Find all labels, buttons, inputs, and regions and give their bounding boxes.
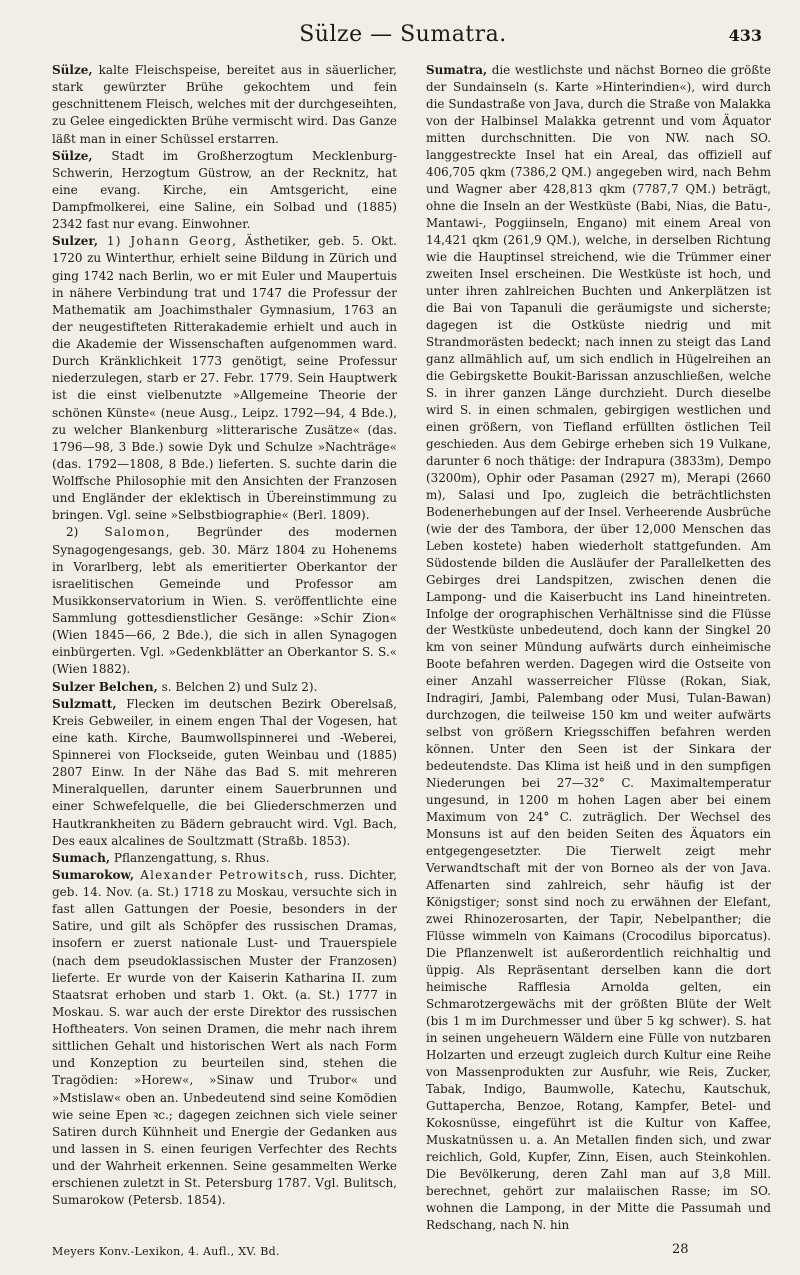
entry-text: kalte Fleischspeise, bereitet aus in säuerlicher, stark gewürzter Brühe gekochtem und fein geschnittenem Fleisch, welches mit der durchgeseihten, zu Gelee eingedickten Brühe vermischt wird. Das Ganze läßt man in einer Schüssel erstarren. [52, 63, 397, 146]
headword: Sumatra, [426, 63, 488, 77]
entry-sumarokow [52, 867, 397, 1210]
entry-text: Pflanzengattung, s. Rhus. [110, 850, 270, 865]
entry-text: die westlichste und nächst Borneo die größte der Sundainseln (s. Karte »Hinterindien«), wird durch die Sundastraße von Java, durch die Straße von Malakka von der Halbinsel Malakka getrennt und vom Äquator mitten durchschnitten. Die von NW. nach SO. langgestreckte Insel hat ein Areal, das offiziell auf 406,705 qkm (7386,2 QM.) angegeben wird, nach Behm und Wagner aber 428,813 qkm (7787,7 QM.) beträgt, ohne die Inseln an der Westküste (Babi, Nias, die Batu-, Mantawi-, Poggiinseln, Engano) mit einem Areal von 14,421 qkm (261,9 QM.), welche, in derselben Richtung wie die Hauptinsel streichend, wie die Trümmer einer zweiten Insel erscheinen. Die Westküste ist hoch, und unter ihren zahlreichen Buchten und Ankerplätzen ist die Bai von Tapanuli die geräumigste und sicherste; dagegen ist die Ostküste niedrig und mit Strandmorästen bedeckt; nach innen zu steigt das Land ganz allmählich auf, um sich endlich in Hügelreihen an die Gebirgskette Boukit-Barissan anzuschließen, welche S. in ihrer ganzen Länge durchzieht. Durch dieselbe wird S. in einen schmalen, gebirgigen westlichen und einen größern, von Tiefland erfüllten östlichen Teil geschieden. Aus dem Gebirge erheben sich 19 Vulkane, darunter 6 noch thätige: der Indrapura (3833m), Dempo (3200m), Ophir oder Pasaman (2927 m), Merapi (2660 m), Salasi und Ipo, zugleich die beträchtlichsten Bodenerhebungen auf der Insel. Verheerende Ausbrüche (wie der des Tambora, der über 12,000 Menschen das Leben kostete) haben wiederholt stattgefunden. Am Südostende bilden die Ausläufer der Parallelketten des Gebirges drei Landspitzen, zwischen denen die Lampong- und die Kaiserbucht ins Land hineintreten. Infolge der orographischen Verhältnisse sind die Flüsse der Westküste unbedeutend, doch kann der Singkel 20 km von seiner Mündung aufwärts durch einheimische Boote befahren werden. Dagegen wird die Ostseite von einer Anzahl wasserreicher Flüsse (Rokan, Siak, Indragiri, Jambi, Palembang oder Musi, Tulan-Bawan) durchzogen, die teilweise 150 km und weiter aufwärts selbst von größern Kriegsschiffen befahren werden können. Unter den Seen ist der Sinkara der bedeutendste. Das Klima ist heiß und in den sumpfigen Niederungen bei 27—32° C. Maximaltemperatur ungesund, in 1200 m hohen Lagen aber bei einem Maximum von 24° C. zuträglich. Der Wechsel des Monsuns ist auf den beiden Seiten des Äquators ein entgegengesetzter. Die Tierwelt zeigt mehr Verwandtschaft mit der von Borneo als der von Java. Affenarten sind zahlreich, sehr häufig ist der Königstiger; sonst sind noch zu erwähnen der Elefant, zwei Rhinozerosarten, der Tapir, Nebelpanther; die Flüsse wimmeln von Kaimans (Crocodilus biporcatus). Die Pflanzenwelt ist außerordentlich reichhaltig und üppig. Als Repräsentant derselben kann die dort heimische Rafflesia Arnolda gelten, ein Schmarotzergewächs mit der größten Blüte der Welt (bis 1 m im Durchmesser und über 5 kg schwer). S. hat in seinen ungeheuern Wäldern eine Fülle von nutzbaren Holzarten und erzeugt zugleich durch Kultur eine Reihe von Massenprodukten zur Ausfuhr, wie Reis, Zucker, Tabak, Indigo, Baumwolle, Katechu, Kautschuk, Guttapercha, Benzoe, Rotang, Kampfer, Betel- und Kokosnüsse, eingeführt ist die Kultur von Kaffee, Muskatnüssen u. a. An Metallen finden sich, und zwar reichlich, Gold, Kupfer, Zinn, Eisen, auch Steinkohlen. Die Bevölkerung, deren Zahl man auf 3,8 Mill. berechnet, gehört zur malaiischen Rasse; im SO. wohnen die Lampong, in der Mitte die Passumah und Redschang, nach N. hin [426, 63, 771, 1232]
headword: Sulzer Belchen, [52, 679, 158, 694]
entry-text: Flecken im deutschen Bezirk Oberelsaß, Kreis Gebweiler, in einem engen Thal der Vogesen, hat eine kath. Kirche, Baumwollspinnerei und -Weberei, Spinnerei von Flockseide, guten Weinbau und (1885) 2807 Einw. In der Nähe das Bad S. mit mehreren Mineralquellen, darunter einem Sauerbrunnen und einer Schwefelquelle, die bei Gliederschmerzen und Hautkrankheiten zu Bädern gebraucht wird. Vgl. Bach, Des eaux alcalines de Soultzmatt (Straßb. 1853). [52, 696, 397, 848]
entry-text: russ. Dichter, geb. 14. Nov. (a. St.) 1718 zu Moskau, versuchte sich in fast allen Gattungen der Poesie, besonders in der Satire, und gilt als Schöpfer des russischen Dramas, insofern er zuerst nationale Lust- und Trauerspiele (nach dem pseudoklassischen Muster der Franzosen) lieferte. Er wurde von der Kaiserin Katharina II. zum Staatsrat erhoben und starb 1. Okt. (a. St.) 1777 in Moskau. S. war auch der erste Direktor des russischen Hoftheaters. Von seinen Dramen, die mehr nach ihrem sittlichen Gehalt und historischen Wert als nach Form und Konzeption zu beurteilen sind, stehen die Tragödien: »Horew«, »Sinaw und Trubor« und »Mstislaw« oben an. Unbedeutend sind seine Komödien wie seine Epen ꝛc.; dagegen zeichnen sich viele seiner Satiren durch Kühnheit und Energie der Gedanken aus und lassen in S. einen feurigen Verfechter des Rechts und der Wahrheit erkennen. Seine gesammelten Werke erschienen zuletzt in St. Petersburg 1787. Vgl. Bulitsch, Sumarokow (Petersb. 1854). [52, 867, 397, 1208]
entry-suelze-town [52, 148, 397, 234]
headword: Sulzer, [52, 234, 99, 249]
headword: Sumach, [52, 850, 111, 865]
entry-sulzer-1 [52, 233, 397, 524]
right-column [426, 62, 771, 1234]
entry-text: Stadt im Großherzogtum Mecklenburg-Schwerin, Herzogtum Güstrow, an der Recknitz, hat eine evang. Kirche, ein Amtsgericht, eine Dampfmolkerei, eine Saline, ein Solbad und (1885) 2342 fast nur evang. Einwohner. [52, 148, 397, 232]
person-name: Salomon, [104, 525, 171, 540]
entry-suelze [52, 62, 397, 148]
sub-entry-number: 2) [66, 525, 105, 540]
entry-text: Ästhetiker, geb. 5. Okt. 1720 zu Winterthur, erhielt seine Bildung in Zürich und ging 1742 nach Berlin, wo er mit Euler und Maupertuis in nähere Verbindung trat und 1747 die Professur der Mathematik am Joachimsthaler Gymnasium, 1763 an der neugestifteten Ritterakademie erhielt und auch in die Akademie der Wissenschaften aufgenommen ward. Durch Kränklichkeit 1773 genötigt, seine Professur niederzulegen, starb er 27. Febr. 1779. Sein Hauptwerk ist die einst vielbenutzte »Allgemeine Theorie der schönen Künste« (neue Ausg., Leipz. 1792—94, 4 Bde.), zu welcher Blankenburg »litterarische Zusätze« (das. 1796—98, 3 Bde.) sowie Dyk und Schulze »Nachträge« (das. 1792—1808, 8 Bde.) lieferten. S. suchte darin die Wolffsche Philosophie mit den Ansichten der Franzosen und Engländer der eklektisch in Übereinstimmung zu bringen. Vgl. seine »Selbstbiographie« (Berl. 1809). [52, 234, 397, 523]
person-name: 1) Johann Georg, [98, 234, 238, 249]
footer-imprint: Meyers Konv.-Lexikon, 4. Aufl., XV. Bd. [52, 1245, 280, 1258]
entry-sulzer-2 [52, 524, 397, 678]
headword: Sulzmatt, [52, 696, 117, 711]
entry-sumatra [426, 62, 771, 1234]
entry-text: s. Belchen 2) und Sulz 2). [157, 679, 318, 694]
sheet-signature: 28 [672, 1242, 689, 1257]
entry-sulzmatt [52, 696, 397, 850]
left-column [52, 62, 397, 1209]
entry-sumach [52, 850, 397, 867]
headword: Sumarokow, [52, 867, 135, 882]
page-number: 433 [728, 26, 762, 45]
entry-text: Begründer des modernen Synagogengesangs, geb. 30. März 1804 zu Hohenems in Vorarlberg, lebt als emeritierter Oberkantor der israelitischen Gemeinde und Professor am Musikkonservatorium in Wien. S. veröffentlichte eine Sammlung gottesdienstlicher Gesänge: »Schir Zion« (Wien 1845—66, 2 Bde.), die sich in allen Synagogen einbürgerten. Vgl. »Gedenkblätter an Oberkantor S. S.« (Wien 1882). [52, 525, 397, 677]
headword: Sülze, [52, 63, 93, 77]
person-name: Alexander Petrowitsch, [134, 867, 310, 882]
page-header [44, 22, 762, 52]
running-title: Sülze — Sumatra. [299, 22, 507, 47]
headword: Sülze, [52, 148, 93, 163]
entry-sulzer-belchen [52, 679, 397, 696]
